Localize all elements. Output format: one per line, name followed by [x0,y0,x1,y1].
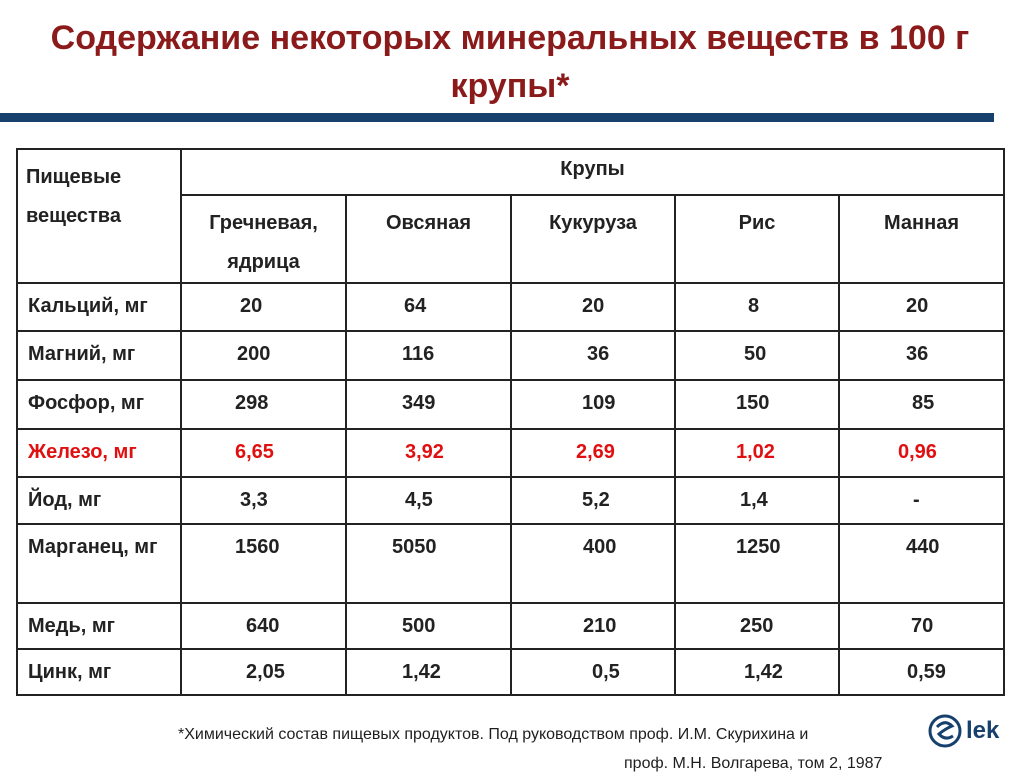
row-label: Марганец, мг [17,524,181,603]
table-cell: 1,4 [675,477,839,524]
column-header [181,195,346,283]
table-cell: 1560 [181,524,346,603]
table-cell: 2,05 [181,649,346,695]
column-header-line1: Рис [738,212,776,234]
row-label: Магний, мг [17,331,181,380]
table-cell: 298 [181,380,346,429]
row-label: Фосфор, мг [17,380,181,429]
table-row [17,429,1004,477]
table-cell: 3,92 [346,429,511,477]
logo-text: lek [966,717,1000,744]
footnote [178,720,882,778]
table-cell: 500 [346,603,511,649]
row-label: Кальций, мг [17,283,181,331]
table-cell: 36 [839,331,1004,380]
column-header [511,195,675,283]
table-cell: 1,42 [346,649,511,695]
table-cell: 1,42 [675,649,839,695]
footnote-line2: проф. М.Н. Волгарева, том 2, 1987 [624,755,883,772]
table-row [17,331,1004,380]
row-label: Медь, мг [17,603,181,649]
table-cell: 3,3 [181,477,346,524]
table-cell: 250 [675,603,839,649]
row-label: Йод, мг [17,477,181,524]
table-cell: 349 [346,380,511,429]
table-row [17,649,1004,695]
footnote-line1: *Химический состав пищевых продуктов. Под руководством проф. И.М. Скурихина и [178,726,809,743]
column-header-line1: Овсяная [385,212,472,234]
table-cell: 150 [675,380,839,429]
column-header-line1: Манная [884,212,960,234]
table-cell: 400 [511,524,675,603]
group-header: Крупы [181,149,1004,195]
table-cell: 116 [346,331,511,380]
column-header [675,195,839,283]
table-cell: 1,02 [675,429,839,477]
table-cell: 20 [511,283,675,331]
table-cell: 64 [346,283,511,331]
table-row [17,477,1004,524]
table-cell: 0,5 [511,649,675,695]
corner-label-line1: Пищевые [26,166,122,188]
column-header [346,195,511,283]
table-cell: 440 [839,524,1004,603]
column-header-line2: ядрица [227,251,300,273]
table-cell: 5,2 [511,477,675,524]
table-cell: 6,65 [181,429,346,477]
table-cell: 2,69 [511,429,675,477]
minerals-table [16,148,1005,696]
column-header-line1: Гречневая, [209,212,318,234]
table-cell: 50 [675,331,839,380]
column-header [839,195,1004,283]
corner-header [17,149,181,283]
title-divider [0,113,994,122]
table-cell: 70 [839,603,1004,649]
table-cell: 1250 [675,524,839,603]
table-header-row-group [17,149,1004,195]
lek-logo [928,713,1008,749]
table-cell: 5050 [346,524,511,603]
table-cell: 8 [675,283,839,331]
table-row [17,283,1004,331]
row-label: Железо, мг [17,429,181,477]
table-cell: 0,59 [839,649,1004,695]
table-cell: 640 [181,603,346,649]
table-row [17,380,1004,429]
lek-logo-icon [928,714,962,748]
table-cell: 20 [181,283,346,331]
table-cell: 36 [511,331,675,380]
table-cell: 0,96 [839,429,1004,477]
table-cell: 109 [511,380,675,429]
table-cell: 200 [181,331,346,380]
table-cell: 4,5 [346,477,511,524]
table-cell: 85 [839,380,1004,429]
column-header-line1: Кукуруза [549,212,637,234]
table-cell: - [839,477,1004,524]
slide-title: Содержание некоторых минеральных веществ в 100 г крупы* [50,19,970,105]
table-body [17,283,1004,695]
row-label: Цинк, мг [17,649,181,695]
table-cell: 20 [839,283,1004,331]
table-cell: 210 [511,603,675,649]
corner-label-line2: вещества [26,205,121,227]
table-row [17,524,1004,603]
table-row [17,603,1004,649]
